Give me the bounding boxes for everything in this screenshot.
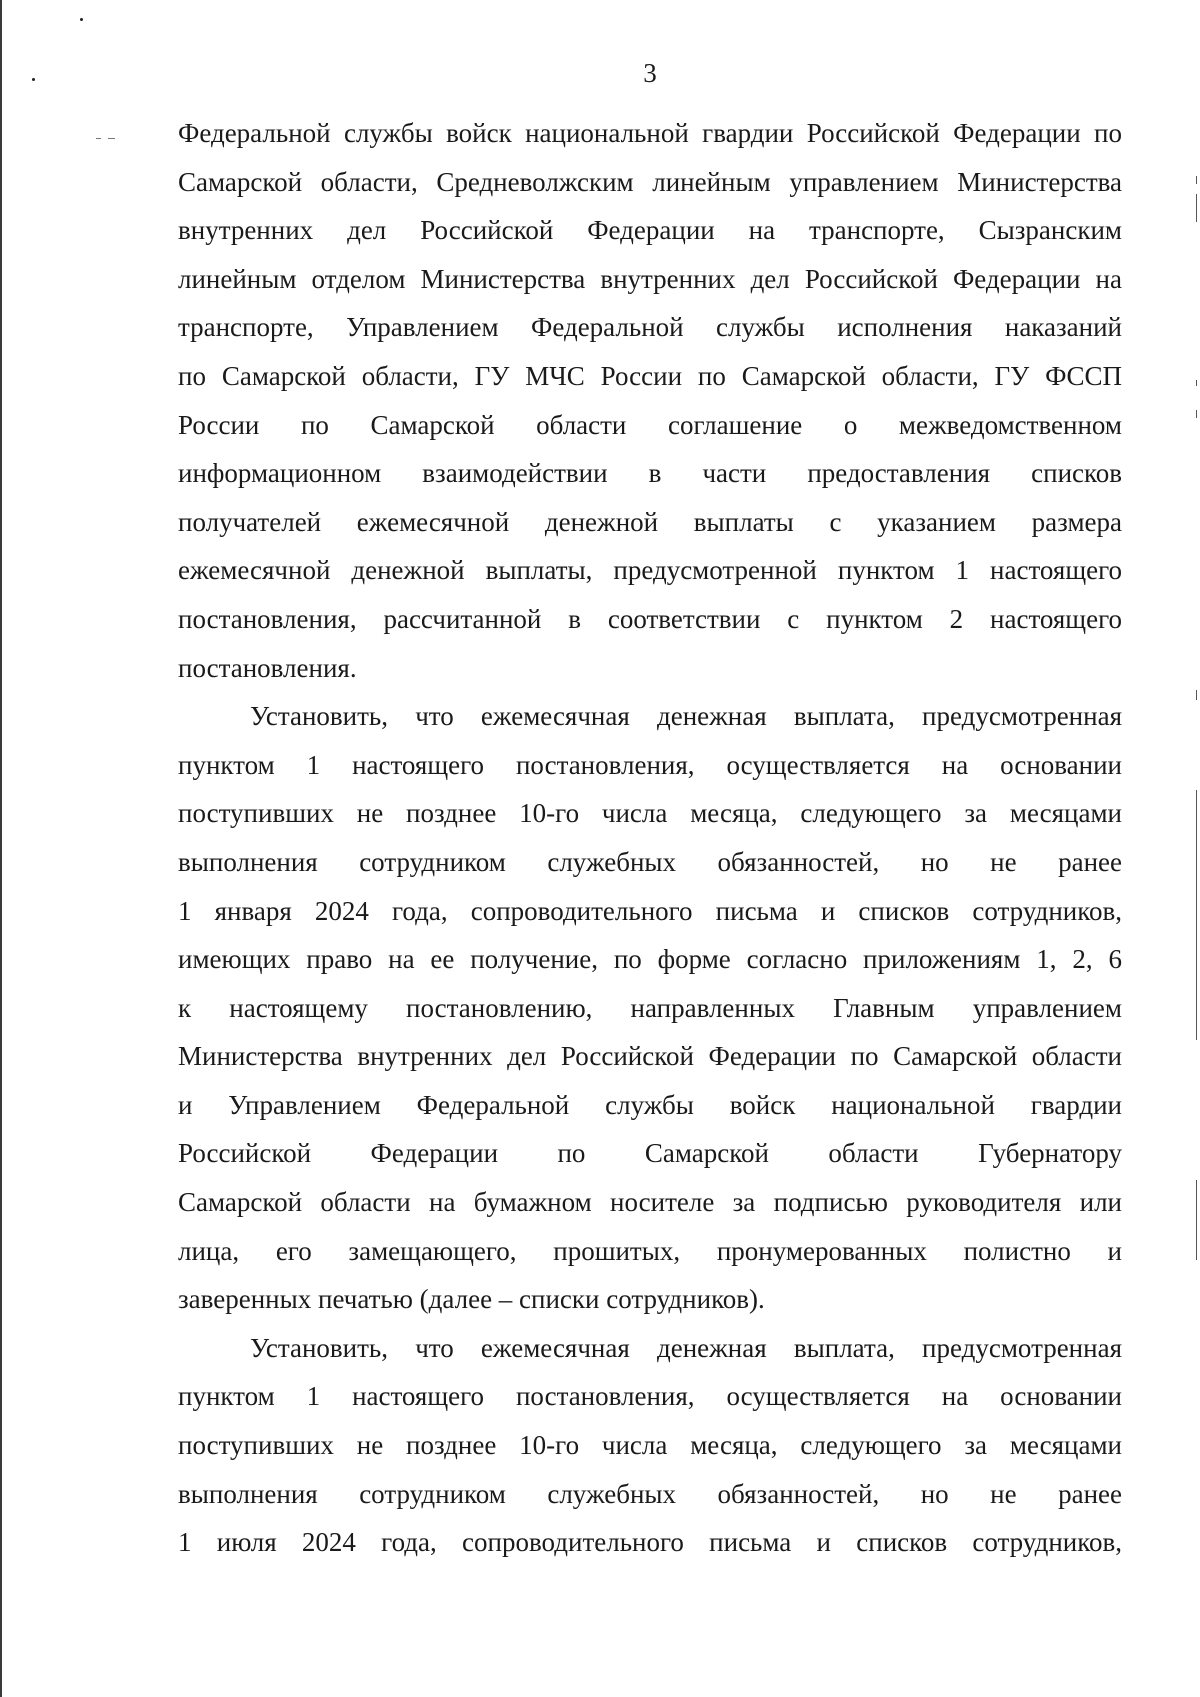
- paragraph-line: Установить, что ежемесячная денежная выплата, предусмотренная: [250, 1332, 1122, 1363]
- paragraph-line: Установить, что ежемесячная денежная выплата, предусмотренная: [250, 701, 1122, 732]
- document-body: [178, 109, 1122, 1567]
- paragraph-line: поступивших не позднее 10-го числа месяца, следующего за месяцами: [178, 798, 1122, 829]
- scan-mark: [96, 138, 101, 139]
- paragraph-line: Самарской области, Средневолжским линейным управлением Министерства: [178, 166, 1122, 197]
- paragraph-line: лица, его замещающего, прошитых, пронумерованных полистно и: [178, 1235, 1122, 1266]
- paragraph-line: постановления.: [178, 652, 357, 683]
- scan-mark: [1196, 410, 1197, 418]
- scan-mark: [1196, 790, 1197, 1040]
- paragraph-line: к настоящему постановлению, направленных Главным управлением: [178, 992, 1122, 1023]
- paragraph-line: пунктом 1 настоящего постановления, осуществляется на основании: [178, 1381, 1122, 1412]
- paragraph-line: линейным отделом Министерства внутренних дел Российской Федерации на: [178, 263, 1122, 294]
- paragraph-line: пунктом 1 настоящего постановления, осуществляется на основании: [178, 749, 1122, 780]
- paragraph-line: России по Самарской области соглашение о межведомственном: [178, 409, 1122, 440]
- paragraph-line: транспорте, Управлением Федеральной службы исполнения наказаний: [178, 312, 1122, 343]
- paragraph-line: выполнения сотрудником служебных обязанностей, но не ранее: [178, 846, 1122, 877]
- paragraph-line: имеющих право на ее получение, по форме согласно приложениям 1, 2, 6: [178, 944, 1122, 975]
- scan-mark: [1196, 1180, 1197, 1260]
- paragraph-line: заверенных печатью (далее – списки сотрудников).: [178, 1284, 765, 1315]
- scan-mark: [108, 138, 115, 139]
- page-number: 3: [643, 58, 657, 88]
- scan-mark: [1196, 176, 1197, 184]
- paragraph-line: по Самарской области, ГУ МЧС России по Самарской области, ГУ ФССП: [178, 360, 1122, 391]
- scan-mark: [1196, 690, 1197, 700]
- paragraph-line: Российской Федерации по Самарской области Губернатору: [178, 1138, 1122, 1169]
- paragraph-line: 1 января 2024 года, сопроводительного письма и списков сотрудников,: [178, 895, 1122, 926]
- paragraph-line: Самарской области на бумажном носителе за подписью руководителя или: [178, 1187, 1122, 1218]
- paragraph-line: поступивших не позднее 10-го числа месяца, следующего за месяцами: [178, 1430, 1122, 1461]
- scan-mark: [1196, 194, 1197, 222]
- paragraph-line: постановления, рассчитанной в соответствии с пунктом 2 настоящего: [178, 603, 1122, 634]
- paragraph-line: Министерства внутренних дел Российской Федерации по Самарской области: [178, 1041, 1122, 1072]
- paragraph-line: 1 июля 2024 года, сопроводительного письма и списков сотрудников,: [178, 1527, 1122, 1558]
- paragraph-line: выполнения сотрудником служебных обязанностей, но не ранее: [178, 1478, 1122, 1509]
- paragraph-line: Федеральной службы войск национальной гвардии Российской Федерации по: [178, 118, 1122, 148]
- paragraph-line: ежемесячной денежной выплаты, предусмотренной пунктом 1 настоящего: [178, 555, 1122, 586]
- paragraph-line: информационном взаимодействии в части предоставления списков: [178, 458, 1122, 489]
- paragraph-line: внутренних дел Российской Федерации на транспорте, Сызранским: [178, 215, 1122, 246]
- scan-left-edge: [0, 0, 2, 1697]
- scan-mark: [1196, 380, 1197, 386]
- paragraph-line: получателей ежемесячной денежной выплаты с указанием размера: [178, 506, 1122, 537]
- paragraph-line: и Управлением Федеральной службы войск национальной гвардии: [178, 1089, 1122, 1120]
- scan-speck: [80, 18, 83, 21]
